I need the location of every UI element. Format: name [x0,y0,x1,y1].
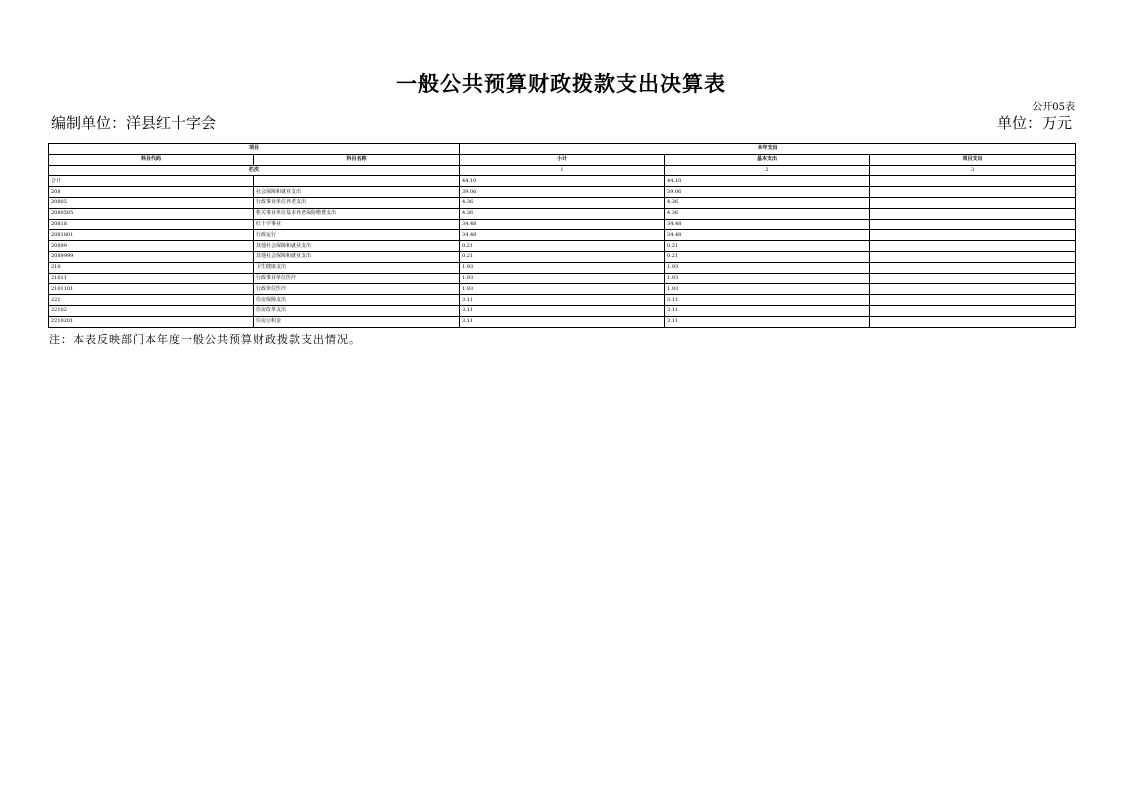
cell-name: 红十字事业 [254,219,460,230]
cell-code: 合计 [49,176,254,187]
cell-name: 其他社会保障和就业支出 [254,241,460,252]
form-number: 公开05表 [1032,102,1075,113]
cell-name [254,176,460,187]
cell-name: 行政运行 [254,230,460,241]
col-subtotal-header: 小计 [460,154,665,165]
cell-basic: 0.21 [665,251,870,262]
cell-subtotal: 4.36 [460,208,665,219]
cell-name: 行政事业单位养老支出 [254,197,460,208]
cell-code: 2101101 [49,284,254,295]
table-row [49,316,1076,327]
cell-basic: 34.48 [665,230,870,241]
cell-basic: 39.06 [665,187,870,198]
cell-basic: 3.11 [665,295,870,306]
cell-code: 210 [49,262,254,273]
table-row [49,273,1076,284]
table-row [49,176,1076,187]
cell-subtotal: 4.36 [460,197,665,208]
cell-code: 2081801 [49,230,254,241]
cell-subtotal: 1.93 [460,262,665,273]
cell-basic: 0.21 [665,241,870,252]
cell-project [870,219,1076,230]
table-row [49,197,1076,208]
cell-project [870,187,1076,198]
table-row [49,295,1076,306]
cell-code: 20805 [49,197,254,208]
cell-code: 20818 [49,219,254,230]
cell-subtotal: 1.93 [460,284,665,295]
currency-unit: 单位：万元 [996,114,1072,132]
cell-name: 行政单位医疗 [254,284,460,295]
cell-basic: 1.93 [665,273,870,284]
cell-basic: 44.10 [665,176,870,187]
cell-basic: 3.11 [665,316,870,327]
cell-basic: 4.36 [665,208,870,219]
column-number: 2 [665,165,870,176]
cell-project [870,316,1076,327]
table-row [49,284,1076,295]
col-project-header: 项目支出 [870,154,1076,165]
cell-code: 21011 [49,273,254,284]
cell-project [870,251,1076,262]
column-number: 1 [460,165,665,176]
cell-basic: 34.48 [665,219,870,230]
page-title: 一般公共预算财政拨款支出决算表 [396,71,726,96]
compiling-unit: 编制单位：洋县红十字会 [51,114,217,132]
cell-project [870,295,1076,306]
cell-subtotal: 1.93 [460,273,665,284]
cell-name: 机关事业单位基本养老保险缴费支出 [254,208,460,219]
cell-subtotal: 3.11 [460,295,665,306]
cell-project [870,284,1076,295]
cell-project [870,176,1076,187]
table-row [49,305,1076,316]
cell-name: 住房保障支出 [254,295,460,306]
cell-project [870,273,1076,284]
cell-project [870,208,1076,219]
cell-basic: 1.93 [665,262,870,273]
cell-basic: 4.36 [665,197,870,208]
cell-subtotal: 34.48 [460,219,665,230]
table-row [49,262,1076,273]
cell-subtotal: 0.21 [460,251,665,262]
cell-basic: 3.11 [665,305,870,316]
table-row [49,251,1076,262]
col-name-header: 科目名称 [254,154,460,165]
cell-basic: 1.93 [665,284,870,295]
cell-subtotal: 3.11 [460,316,665,327]
cell-project [870,241,1076,252]
cell-project [870,262,1076,273]
cell-name: 行政事业单位医疗 [254,273,460,284]
column-number: 3 [870,165,1076,176]
cell-code: 22102 [49,305,254,316]
cell-name: 住房公积金 [254,316,460,327]
cell-code: 20899 [49,241,254,252]
cell-name: 其他社会保障和就业支出 [254,251,460,262]
cell-name: 住房改革支出 [254,305,460,316]
header-current-year: 本年支出 [460,144,1076,155]
table-row [49,219,1076,230]
cell-name: 社会保障和就业支出 [254,187,460,198]
cell-subtotal: 0.21 [460,241,665,252]
table-row [49,208,1076,219]
table-row [49,187,1076,198]
row-number-label: 栏次 [49,165,460,176]
header-project: 项目 [49,144,460,155]
cell-code: 2080505 [49,208,254,219]
cell-project [870,197,1076,208]
table-row [49,241,1076,252]
cell-code: 2210201 [49,316,254,327]
table-row [49,230,1076,241]
cell-name: 卫生健康支出 [254,262,460,273]
cell-subtotal: 44.10 [460,176,665,187]
cell-code: 2089999 [49,251,254,262]
expenditure-table [48,143,1076,328]
col-code-header: 科目代码 [49,154,254,165]
cell-subtotal: 34.48 [460,230,665,241]
cell-subtotal: 39.06 [460,187,665,198]
cell-code: 221 [49,295,254,306]
col-basic-header: 基本支出 [665,154,870,165]
cell-code: 208 [49,187,254,198]
cell-project [870,305,1076,316]
table-note: 注：本表反映部门本年度一般公共预算财政拨款支出情况。 [49,333,361,346]
cell-project [870,230,1076,241]
cell-subtotal: 3.11 [460,305,665,316]
